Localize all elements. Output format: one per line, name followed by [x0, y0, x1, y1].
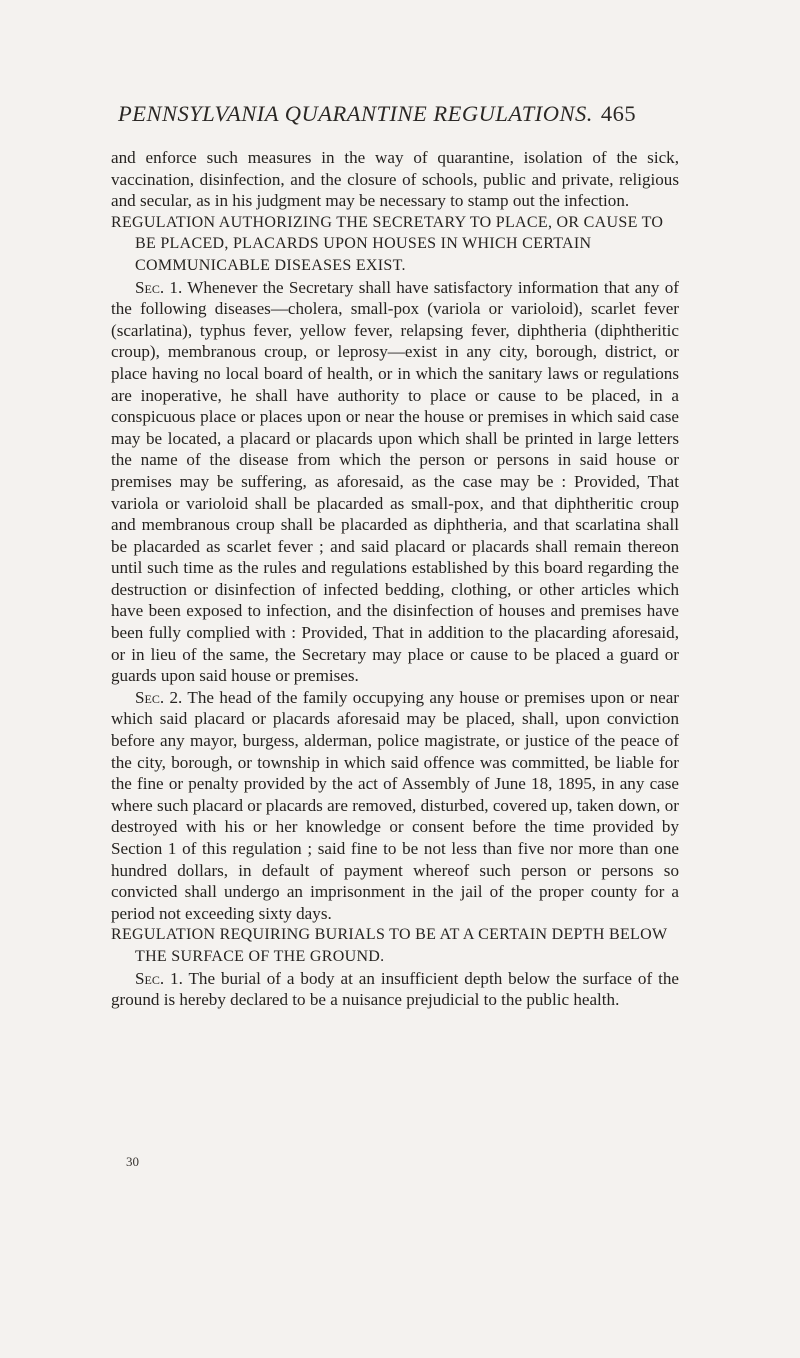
- burial-section-1-text: The burial of a body at an insufficient depth below the surface of the ground is hereby declared to be a nuisance prejudicial to the public health.: [111, 968, 679, 1010]
- running-title: PENNSYLVANIA QUARANTINE REGULATIONS.: [118, 101, 593, 126]
- section-heading-placards: REGULATION AUTHORIZING THE SECRETARY TO PLACE, OR CAUSE TO BE PLACED, PLACARDS UPON HOUSES IN WHICH CERTAIN COMMUNICABLE DISEASES EXIST.: [111, 213, 664, 274]
- burial-section-1-label: Sec. 1.: [135, 968, 183, 988]
- section-heading-burials: REGULATION REQUIRING BURIALS TO BE AT A CERTAIN DEPTH BELOW THE SURFACE OF THE GROUND.: [111, 926, 668, 965]
- page-number: 465: [600, 101, 637, 126]
- burial-section-1-paragraph: [111, 968, 679, 1011]
- section-1-paragraph: [111, 277, 679, 687]
- section-2-text: The head of the family occupying any house or premises upon or near which said placard or placards aforesaid may be placed, shall, upon conviction before any mayor, burgess, alderman, police magistrate, or justice of the peace of the city, borough, or township in which said offence was committed, be liable for the fine or penalty provided by the act of Assembly of June 18, 1895, in any case where such placard or placards are removed, disturbed, covered up, taken down, or destroyed with his or her knowledge or consent before the time provided by Section 1 of this regulation ; said fine to be not less than five nor more than one hundred dollars, in default of payment whereof such person or persons so convicted shall undergo an imprisonment in the jail of the proper county for a period not exceeding sixty days.: [111, 687, 679, 923]
- running-head: [118, 101, 678, 127]
- section-1-label: Sec. 1.: [135, 277, 183, 297]
- section-2-label: Sec. 2.: [135, 687, 183, 707]
- section-2-paragraph: [111, 687, 679, 925]
- section-1-text: Whenever the Secretary shall have satisfactory information that any of the following diseases—cholera, small-pox (variola or varioloid), scarlet fever (scarlatina), typhus fever, yellow fever, relapsing fever, diphtheria (diphtheritic croup), membranous croup, or leprosy—exist in any city, borough, district, or place having no local board of health, or in which the sanitary laws or regulations are inoperative, he shall have authority to place or cause to be placed, in a conspicuous place or places upon or near the house or premises in which said case may be located, a placard or placards upon which shall be printed in large letters the name of the disease from which the person or persons in said house or premises may be suffering, as aforesaid, as the case may be : Provided, That variola or varioloid shall be placarded as small-pox, and that diphtheritic croup and membranous croup shall be placarded as diphtheria, and that scarlatina shall be placarded as scarlet fever ; and said placard or placards shall remain thereon until such time as the rules and regulations established by this board regarding the destruction or disinfection of infected bedding, clothing, or other articles which have been exposed to infection, and the disinfection of houses and premises have been fully complied with : Provided, That in addition to the placarding aforesaid, or in lieu of the same, the Secretary may place or cause to be placed a guard or guards upon said house or premises.: [111, 277, 679, 686]
- signature-mark: 30: [126, 1154, 139, 1169]
- main-text: [111, 147, 679, 1011]
- intro-paragraph: and enforce such measures in the way of quarantine, isolation of the sick, vaccination, disinfection, and the closure of schools, public and private, religious and secular, as in his judgment may be necessary to stamp out the infection.: [111, 148, 679, 211]
